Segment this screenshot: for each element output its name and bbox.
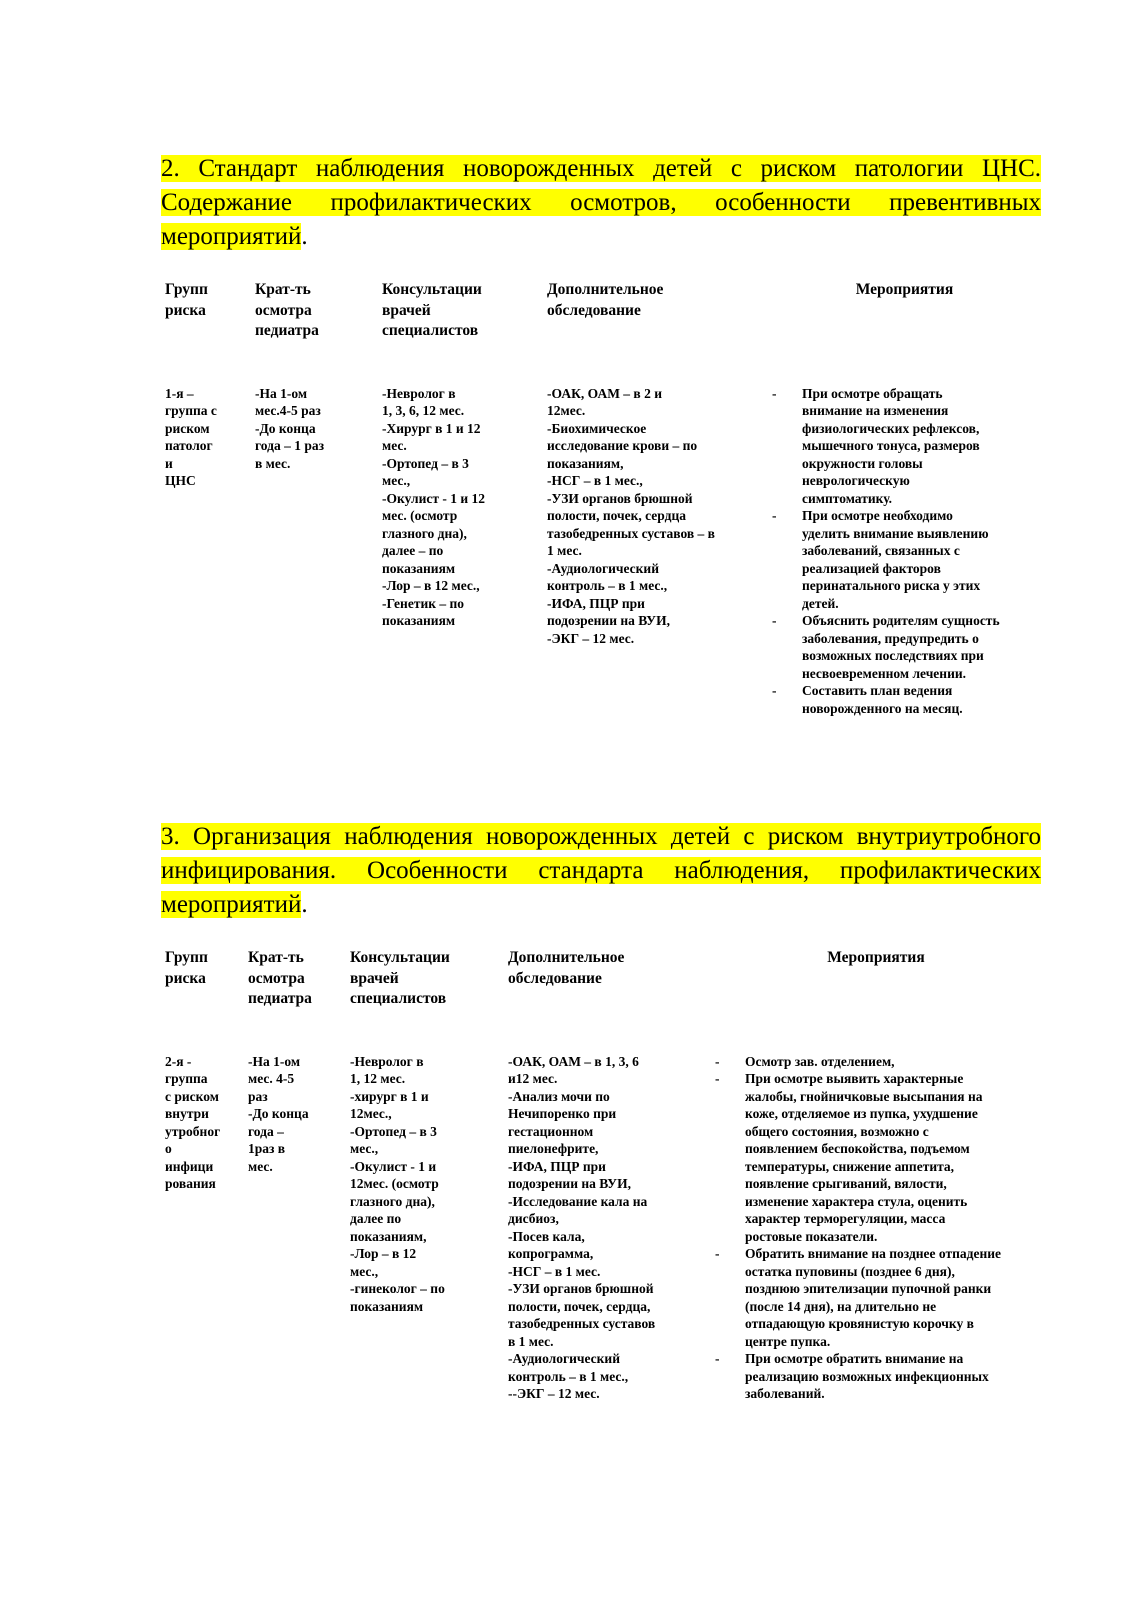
list-item-line: детей.	[802, 595, 839, 611]
cell-line: -Аудиологический	[508, 1351, 620, 1366]
cell-line: -Хирург в 1 и 12	[382, 420, 481, 436]
cell-line: года –	[248, 1123, 284, 1139]
cell-consultations	[346, 1053, 504, 1403]
cell-risk-group	[161, 385, 251, 718]
cell-line: -Исследование кала на	[508, 1193, 648, 1209]
cell-line: гестационном	[508, 1123, 594, 1139]
cell-line: -Окулист - 1 и	[350, 1158, 437, 1174]
cell-line: раз	[248, 1088, 268, 1104]
cell-line: -Посев кала,	[508, 1228, 585, 1244]
table-header-row	[161, 948, 1041, 1010]
list-item-line: Объяснить родителям сущность	[802, 613, 1000, 628]
cell-line: -УЗИ органов брюшной	[547, 490, 693, 506]
list-item-line: заболевания, предупредить о	[802, 630, 979, 646]
cell-line: -ЭКГ – 12 мес.	[547, 630, 635, 646]
cell-line: Крат-ть	[248, 949, 304, 966]
cell-line: инфици	[165, 1158, 214, 1174]
cell-line: мес. (осмотр	[382, 508, 458, 523]
cell-line: -Генетик – по	[382, 595, 465, 611]
cell-line: рования	[165, 1176, 216, 1191]
cell-line: риска	[165, 301, 206, 319]
cell-line: с риском	[165, 1088, 219, 1104]
cell-line: 1-я –	[165, 385, 194, 401]
cell-line: Групп	[165, 281, 208, 298]
measures-list	[715, 1053, 1037, 1403]
cell-line: осмотра	[248, 969, 305, 987]
cell-line: подозрении на ВУИ,	[547, 613, 670, 628]
header-exams	[504, 948, 711, 1010]
cell-line: ЦНС	[165, 473, 196, 488]
cell-line: внутри	[165, 1106, 209, 1121]
cell-line: -ОАК, ОАМ – в 2 и	[547, 385, 663, 401]
list-item-line: При осмотре выявить характерные	[745, 1071, 964, 1086]
cell-line: -Аудиологический	[547, 560, 659, 576]
list-item	[772, 385, 1037, 508]
cell-line: далее по	[350, 1211, 402, 1226]
cell-line: тазобедренных суставов	[508, 1316, 656, 1331]
list-item-line: перинатального риска у этих	[802, 578, 981, 593]
header-measures	[768, 280, 1041, 342]
cell-line: 1раз в	[248, 1141, 286, 1156]
cell-line: далее – по	[382, 543, 444, 558]
cell-line: Дополнительное	[547, 281, 664, 298]
list-item-line: новорожденного на месяц.	[802, 700, 963, 716]
list-item-line: остатка пуповины (позднее 6 дня),	[745, 1263, 955, 1279]
cell-line: полости, почек, сердца	[547, 508, 686, 523]
section-infection	[161, 820, 1041, 1403]
cell-line: риска	[165, 969, 206, 987]
cell-line: -На 1-ом	[255, 385, 308, 401]
table-header-row	[161, 280, 1041, 342]
cell-line: контроль – в 1 мес.,	[547, 578, 668, 593]
cell-line: показаниям	[382, 560, 456, 576]
cell-line: Мероприятия	[855, 281, 954, 298]
cell-line: полости, почек, сердца,	[508, 1298, 651, 1314]
cell-line: -Биохимическое	[547, 420, 647, 436]
cell-line: глазного дна),	[350, 1193, 435, 1209]
header-exams	[543, 280, 768, 342]
list-item	[715, 1070, 1037, 1245]
cell-line: в 1 мес.	[508, 1333, 554, 1349]
dash-bullet-icon: -	[772, 508, 777, 523]
cell-line: 12мес.,	[350, 1106, 392, 1121]
dash-bullet-icon: -	[715, 1351, 720, 1366]
list-item	[772, 507, 1037, 612]
dash-bullet-icon: -	[772, 613, 777, 628]
cell-line: о	[165, 1141, 172, 1156]
cell-line: -Невролог в	[350, 1053, 424, 1069]
cell-line: -Лор – в 12	[350, 1246, 417, 1261]
observation-table	[161, 948, 1041, 1403]
list-item-line: изменение характера стула, оценить	[745, 1193, 968, 1209]
dash-bullet-icon: -	[715, 1071, 720, 1086]
cell-line: обследование	[508, 969, 602, 987]
cell-line: --ЭКГ – 12 мес.	[508, 1386, 600, 1401]
list-item	[715, 1350, 1037, 1403]
cell-line: показаниям,	[350, 1228, 427, 1244]
dash-bullet-icon: -	[772, 385, 777, 401]
list-item-line: симптоматику.	[802, 490, 892, 506]
cell-line: показаниям	[382, 613, 456, 628]
list-item-line: неврологическую	[802, 473, 910, 488]
cell-line: -Окулист - 1 и 12	[382, 490, 485, 506]
list-item-line: Осмотр зав. отделением,	[745, 1053, 895, 1069]
cell-line: мес.	[382, 438, 407, 453]
cell-line: риском	[165, 420, 210, 436]
cell-line: дисбиоз,	[508, 1211, 559, 1226]
cell-line: -гинеколог – по	[350, 1281, 445, 1296]
cell-line: Крат-ть	[255, 281, 311, 298]
cell-line: 1 мес.	[547, 543, 582, 558]
list-item-line: несвоевременном лечении.	[802, 665, 967, 681]
cell-line: и	[165, 455, 173, 471]
dash-bullet-icon: -	[772, 683, 777, 698]
heading-highlight: 3. Организация наблюдения новорожденных детей с риском внутриутробного инфицирования. Особенности стандарта наблюдения, профилактических мероприятий	[161, 823, 1041, 918]
header-risk-group	[161, 948, 244, 1010]
list-item-line: При осмотре обращать	[802, 385, 943, 401]
list-item-line: коже, отделяемое из пупка, ухудшение	[745, 1106, 978, 1121]
cell-line: в мес.	[255, 455, 291, 471]
cell-line: мес.,	[350, 1263, 379, 1279]
cell-line: Консультации	[350, 949, 450, 966]
cell-line: -ИФА, ПЦР при	[508, 1158, 606, 1174]
cell-line: года – 1 раз	[255, 438, 325, 453]
cell-line: 1, 12 мес.	[350, 1071, 406, 1086]
list-item-line: реализацию возможных инфекционных	[745, 1368, 989, 1384]
list-item-line: заболеваний.	[745, 1386, 825, 1401]
cell-line: специалистов	[382, 322, 479, 339]
list-item-line: возможных последствиях при	[802, 648, 984, 663]
cell-line: мес.	[248, 1158, 273, 1174]
cell-line: -ОАК, ОАМ – в 1, 3, 6	[508, 1053, 639, 1069]
cell-line: -Невролог в	[382, 385, 456, 401]
cell-line: тазобедренных суставов – в	[547, 525, 715, 541]
cell-risk-group	[161, 1053, 244, 1403]
cell-line: Нечипоренко при	[508, 1106, 617, 1121]
cell-line: 12мес.	[547, 403, 586, 418]
heading-highlight: 2. Стандарт наблюдения новорожденных детей с риском патологии ЦНС. Содержание профилактических осмотров, особенности превентивных мероприятий	[161, 155, 1041, 250]
cell-line: мес.4-5 раз	[255, 403, 321, 418]
cell-line: показаниям,	[547, 455, 624, 471]
cell-line: 1, 3, 6, 12 мес.	[382, 403, 465, 418]
section-heading: 3. Организация наблюдения новорожденных детей с риском внутриутробного инфицирования. Особенности стандарта наблюдения, профилактических мероприятий.	[161, 823, 1041, 918]
cell-line: Мероприятия	[827, 949, 925, 966]
cell-exams	[504, 1053, 711, 1403]
list-item	[715, 1053, 1037, 1071]
measures-list	[772, 385, 1037, 718]
list-item-line: При осмотре необходимо	[802, 508, 953, 523]
list-item-line: температуры, снижение аппетита,	[745, 1158, 955, 1174]
cell-line: 2-я -	[165, 1053, 192, 1069]
cell-line: группа	[165, 1071, 208, 1086]
cell-line: Консультации	[382, 281, 482, 298]
cell-line: мес.,	[350, 1141, 379, 1156]
cell-line: утробног	[165, 1123, 221, 1139]
cell-line: обследование	[547, 301, 641, 319]
cell-line: патолог	[165, 438, 213, 453]
list-item-line: позднюю эпителизации пупочной ранки	[745, 1281, 992, 1296]
list-item-line: общего состояния, возможно с	[745, 1123, 929, 1139]
cell-line: показаниям	[350, 1298, 424, 1314]
cell-frequency	[251, 385, 378, 718]
cell-line: исследование крови – по	[547, 438, 698, 453]
cell-line: глазного дна),	[382, 525, 467, 541]
cell-line: копрограмма,	[508, 1246, 594, 1261]
cell-frequency	[244, 1053, 346, 1403]
list-item-line: реализацией факторов	[802, 560, 941, 576]
list-item	[772, 612, 1037, 682]
cell-line: -Анализ мочи по	[508, 1088, 610, 1104]
cell-line: -УЗИ органов брюшной	[508, 1281, 654, 1296]
cell-line: осмотра	[255, 301, 312, 319]
cell-measures	[711, 1053, 1041, 1403]
cell-line: врачей	[350, 969, 399, 987]
cell-line: пиелонефрите,	[508, 1141, 599, 1156]
list-item-line: жалобы, гнойничковые высыпания на	[745, 1088, 983, 1104]
list-item-line: внимание на изменения	[802, 403, 949, 418]
cell-line: мес. 4-5	[248, 1071, 295, 1086]
header-measures	[711, 948, 1041, 1010]
cell-line: -До конца	[255, 420, 316, 436]
list-item-line: физиологических рефлексов,	[802, 420, 980, 436]
header-risk-group	[161, 280, 251, 342]
cell-line: -Ортопед – в 3	[350, 1123, 437, 1139]
cell-measures	[768, 385, 1041, 718]
cell-exams	[543, 385, 768, 718]
table-row	[161, 385, 1041, 718]
cell-line: Групп	[165, 949, 208, 966]
cell-line: педиатра	[255, 322, 319, 339]
list-item	[715, 1245, 1037, 1350]
cell-line: специалистов	[350, 990, 447, 1007]
header-consultations	[346, 948, 504, 1010]
cell-line: -Лор – в 12 мес.,	[382, 578, 480, 593]
list-item-line: появлением беспокойства, подъемом	[745, 1141, 970, 1156]
section-cns	[161, 152, 1041, 717]
cell-line: 12мес. (осмотр	[350, 1176, 439, 1191]
cell-line: -НСГ – в 1 мес.	[508, 1263, 601, 1279]
list-item	[772, 682, 1037, 717]
cell-line: контроль – в 1 мес.,	[508, 1368, 629, 1384]
cell-line: -На 1-ом	[248, 1053, 301, 1069]
section-heading: 2. Стандарт наблюдения новорожденных детей с риском патологии ЦНС. Содержание профилактических осмотров, особенности превентивных мероприятий.	[161, 155, 1041, 250]
cell-line: и12 мес.	[508, 1071, 558, 1086]
table-row	[161, 1053, 1041, 1403]
cell-line: подозрении на ВУИ,	[508, 1176, 631, 1191]
header-frequency	[251, 280, 378, 342]
observation-table	[161, 280, 1041, 717]
cell-line: -До конца	[248, 1106, 309, 1121]
cell-line: -ИФА, ПЦР при	[547, 595, 645, 611]
cell-line: группа с	[165, 403, 217, 418]
list-item-line: окружности головы	[802, 455, 923, 471]
list-item-line: характер терморегуляции, масса	[745, 1211, 946, 1226]
list-item-line: отпадающую кровянистую корочку в	[745, 1316, 974, 1331]
cell-line: -НСГ – в 1 мес.,	[547, 473, 643, 488]
list-item-line: При осмотре обратить внимание на	[745, 1351, 964, 1366]
list-item-line: появление срыгиваний, вялости,	[745, 1176, 947, 1191]
list-item-line: уделить внимание выявлению	[802, 525, 989, 541]
cell-line: врачей	[382, 301, 431, 319]
cell-line: педиатра	[248, 990, 312, 1007]
cell-line: -Ортопед – в 3	[382, 455, 469, 471]
list-item-line: центре пупка.	[745, 1333, 831, 1349]
cell-line: -хирург в 1 и	[350, 1088, 429, 1104]
header-frequency	[244, 948, 346, 1010]
list-item-line: Обратить внимание на позднее отпадение	[745, 1246, 1002, 1261]
list-item-line: Составить план ведения	[802, 683, 953, 698]
dash-bullet-icon: -	[715, 1246, 720, 1261]
list-item-line: (после 14 дня), на длительно не	[745, 1298, 937, 1314]
dash-bullet-icon: -	[715, 1053, 720, 1069]
cell-line: мес.,	[382, 473, 411, 488]
list-item-line: ростовые показатели.	[745, 1228, 878, 1244]
header-consultations	[378, 280, 543, 342]
cell-consultations	[378, 385, 543, 718]
cell-line: Дополнительное	[508, 949, 625, 966]
list-item-line: мышечного тонуса, размеров	[802, 438, 980, 453]
list-item-line: заболеваний, связанных с	[802, 543, 960, 558]
